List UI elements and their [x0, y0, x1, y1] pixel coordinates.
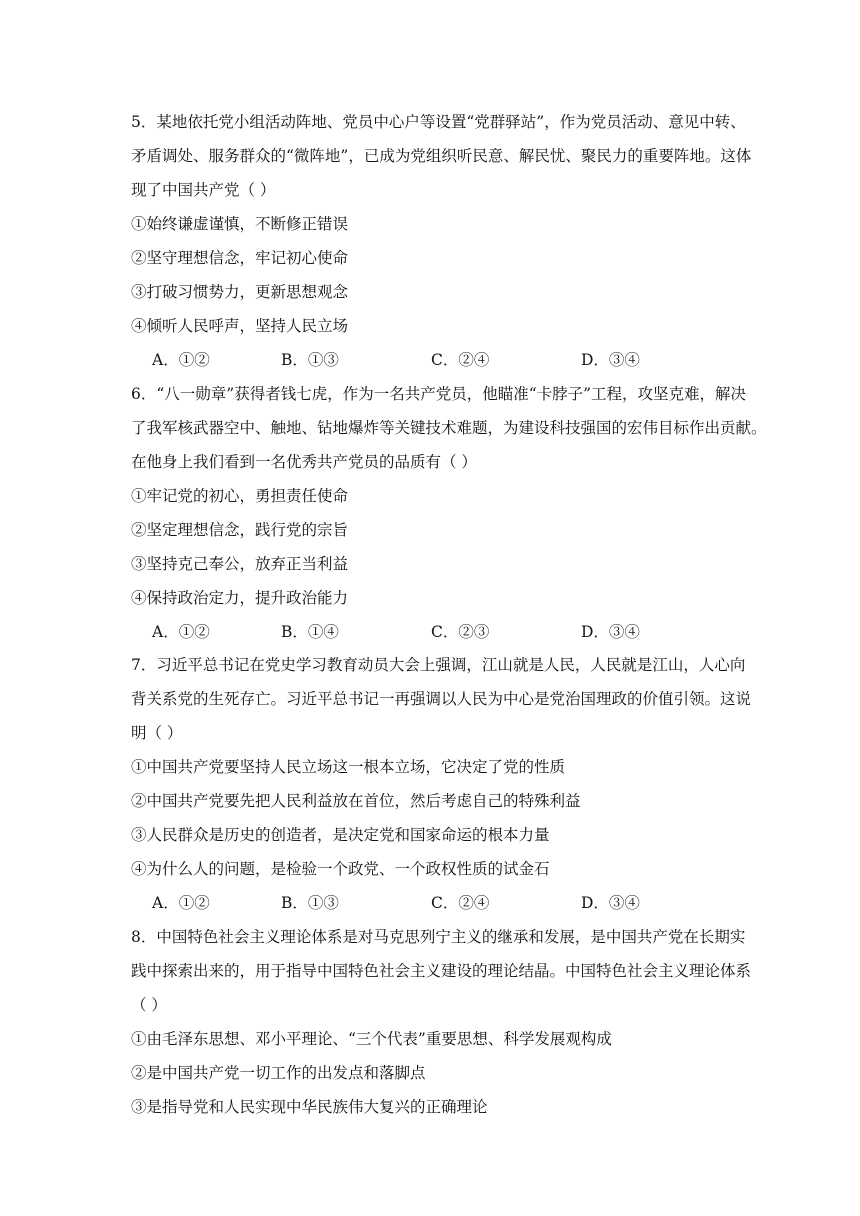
q7-option-d: D．③④: [581, 894, 640, 912]
q5-stem-line-3: 现了中国共产党（ ）: [131, 181, 276, 199]
q7-option-b: B．①③: [281, 894, 339, 912]
q6-stem-line-2: 了我军核武器空中、触地、钻地爆炸等关键技术难题，为建设科技强国的宏伟目标作出贡献。: [131, 419, 767, 437]
q6-stem-line-1: 6．“八一勋章”获得者钱七虎，作为一名共产党员，他瞄准“卡脖子”工程，攻坚克难，解决: [131, 385, 747, 403]
q5-option-d: D．③④: [581, 351, 640, 369]
q6-statement-4: ④保持政治定力，提升政治能力: [131, 589, 349, 607]
q7-statement-4: ④为什么人的问题，是检验一个政党、一个政权性质的试金石: [131, 860, 550, 878]
q7-option-c: C．②④: [431, 894, 490, 912]
q5-option-c: C．②④: [431, 351, 490, 369]
q8-stem-line-1: 8．中国特色社会主义理论体系是对马克思列宁主义的继承和发展，是中国共产党在长期实: [131, 928, 746, 946]
q8-stem-line-2: 践中探索出来的，用于指导中国特色社会主义建设的理论结晶。中国特色社会主义理论体系: [131, 962, 752, 980]
q8-statement-2: ②是中国共产党一切工作的出发点和落脚点: [131, 1064, 426, 1082]
q6-option-c: C．②③: [431, 623, 490, 641]
q7-statement-2: ②中国共产党要先把人民利益放在首位，然后考虑自己的特殊利益: [131, 792, 581, 810]
q7-stem-line-1: 7．习近平总书记在党史学习教育动员大会上强调，江山就是人民，人民就是江山，人心向: [131, 656, 746, 674]
q5-statement-3: ③打破习惯势力，更新思想观念: [131, 283, 349, 301]
q5-stem-line-1: 5．某地依托党小组活动阵地、党员中心户等设置“党群驿站”，作为党员活动、意见中转、: [131, 113, 746, 131]
q5-statement-4: ④倾听人民呼声，坚持人民立场: [131, 317, 349, 335]
q5-statement-1: ①始终谦虚谨慎，不断修正错误: [131, 215, 349, 233]
q6-statement-1: ①牢记党的初心，勇担责任使命: [131, 487, 349, 505]
q6-stem-line-3: 在他身上我们看到一名优秀共产党员的品质有（ ）: [131, 453, 477, 471]
q7-stem-line-3: 明（ ）: [131, 724, 183, 742]
q7-option-a: A．①②: [152, 894, 210, 912]
q6-statement-3: ③坚持克己奉公，放弃正当利益: [131, 555, 349, 573]
q6-option-d: D．③④: [581, 623, 640, 641]
q5-statement-2: ②坚守理想信念，牢记初心使命: [131, 249, 349, 267]
q5-stem-line-2: 矛盾调处、服务群众的“微阵地”，已成为党组织听民意、解民忧、聚民力的重要阵地。这体: [131, 147, 752, 165]
q7-stem-line-2: 背关系党的生死存亡。习近平总书记一再强调以人民为中心是党治国理政的价值引领。这说: [131, 690, 752, 708]
q6-option-b: B．①④: [281, 623, 339, 641]
q6-statement-2: ②坚定理想信念，践行党的宗旨: [131, 521, 349, 539]
q8-statement-3: ③是指导党和人民实现中华民族伟大复兴的正确理论: [131, 1098, 488, 1116]
q5-option-b: B．①③: [281, 351, 339, 369]
q8-statement-1: ①由毛泽东思想、邓小平理论、“三个代表”重要思想、科学发展观构成: [131, 1030, 612, 1048]
q6-option-a: A．①②: [152, 623, 210, 641]
q8-stem-line-3: （ ）: [131, 996, 167, 1014]
q7-statement-1: ①中国共产党要坚持人民立场这一根本立场，它决定了党的性质: [131, 758, 566, 776]
q7-statement-3: ③人民群众是历史的创造者，是决定党和国家命运的根本力量: [131, 826, 550, 844]
q5-option-a: A．①②: [152, 351, 210, 369]
